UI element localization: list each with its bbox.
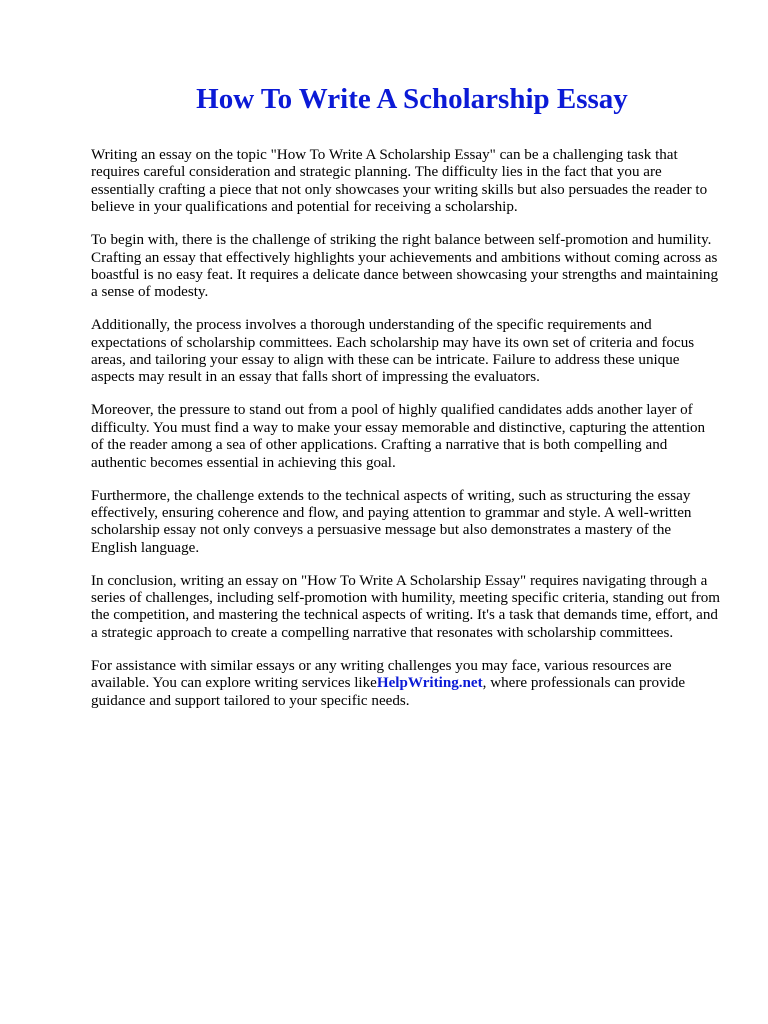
document-body (91, 147, 721, 725)
paragraph-balance: To begin with, there is the challenge of striking the right balance between self-promotion and humility. Crafting an essay that effectively highlights your achievements and ambitions without coming across as boastful is no easy feat. It requires a delicate dance between showcasing your strengths and maintaining a sense of modesty. (91, 232, 719, 301)
page-title: How To Write A Scholarship Essay (196, 83, 628, 115)
closing-text-after-link: , where professionals can provide guidance and support tailored to your specific needs. (91, 675, 686, 709)
closing-text-before-link: For assistance with similar essays or any writing challenges you may face, various resources are available. You can explore writing services like (91, 657, 672, 692)
paragraph-requirements: Additionally, the process involves a thorough understanding of the specific requirements and expectations of scholarship committees. Each scholarship may have its own set of criteria and focus areas, and tailoring your essay to align with these can be intricate. Failure to address these unique aspects may result in an essay that falls short of impressing the evaluators. (91, 317, 695, 386)
paragraph-intro: Writing an essay on the topic "How To Write A Scholarship Essay" can be a challenging task that requires careful consideration and strategic planning. The difficulty lies in the fact that you are essentially crafting a piece that not only showcases your writing skills but also persuades the reader to believe in your qualifications and potential for receiving a scholarship. (91, 147, 708, 216)
paragraph-conclusion: In conclusion, writing an essay on "How To Write A Scholarship Essay" requires navigating through a series of challenges, including self-promotion with humility, meeting specific criteria, standing out from the competition, and mastering the technical aspects of writing. It's a task that demands time, effort, and a strategic approach to create a compelling narrative that resonates with scholarship committees. (91, 572, 721, 641)
paragraph-stand-out: Moreover, the pressure to stand out from a pool of highly qualified candidates adds another layer of difficulty. You must find a way to make your essay memorable and distinctive, capturing the attention of the reader among a sea of other applications. Crafting a narrative that is both compelling and authentic becomes essential in achieving this goal. (91, 402, 706, 471)
helpwriting-link[interactable]: HelpWriting.net (376, 675, 483, 692)
paragraph-technical: Furthermore, the challenge extends to the technical aspects of writing, such as structuring the essay effectively, ensuring coherence and flow, and paying attention to grammar and style. A well-written scholarship essay not only conveys a persuasive message but also demonstrates a mastery of the English language. (91, 487, 692, 556)
paragraph-closing (91, 658, 721, 710)
